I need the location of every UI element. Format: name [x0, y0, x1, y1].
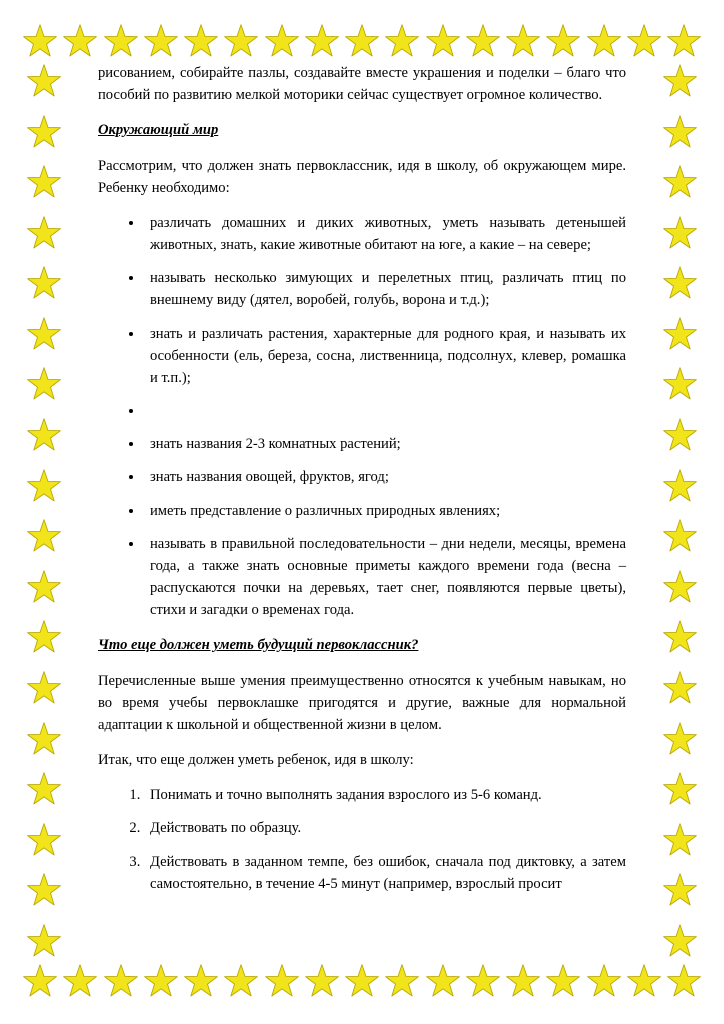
star-icon	[143, 964, 179, 1000]
star-icon	[505, 964, 541, 1000]
star-icon	[662, 115, 698, 151]
world-bullet-list	[98, 212, 626, 622]
star-icon	[384, 24, 420, 60]
star-icon	[183, 964, 219, 1000]
star-icon	[103, 24, 139, 60]
list-item: 3. Действовать в заданном темпе, без ошибок, сначала под диктовку, а затем самостоятельно, в течение 4-5 минут (например, взрослый просит	[144, 851, 626, 895]
star-icon	[425, 964, 461, 1000]
star-icon	[662, 671, 698, 707]
star-icon	[662, 418, 698, 454]
list-item: • называть в правильной последовательности – дни недели, месяцы, времена года, а также знать основные приметы каждого времени года (весна – распускаются почки на деревьях, тает снег, появляются первые цветы), стихи и загадки о временах года.	[144, 533, 626, 622]
star-icon	[26, 570, 62, 606]
list-item: • знать названия 2-3 комнатных растений;	[144, 433, 626, 455]
section-heading-skills: Что еще должен уметь будущий первоклассник?	[98, 637, 419, 654]
star-icon	[143, 24, 179, 60]
list-item: 2. Действовать по образцу.	[144, 817, 626, 839]
star-icon	[304, 964, 340, 1000]
decorative-star-border-left	[22, 64, 66, 960]
star-icon	[304, 24, 340, 60]
star-icon	[103, 964, 139, 1000]
list-item: • называть несколько зимующих и перелетных птиц, различать птиц по внешнему виду (дятел, воробей, голубь, ворона и т.д.);	[144, 267, 626, 311]
decorative-star-border-top	[22, 20, 702, 64]
star-icon	[344, 964, 380, 1000]
star-icon	[586, 964, 622, 1000]
list-item: • иметь представление о различных природных явлениях;	[144, 500, 626, 522]
star-icon	[662, 469, 698, 505]
star-icon	[545, 964, 581, 1000]
list-item: • различать домашних и диких животных, уметь называть детенышей животных, знать, какие животные обитают на юге, а какие – на севере;	[144, 212, 626, 256]
list-item: • знать и различать растения, характерные для родного края, и называть их особенности (ель, береза, сосна, лиственница, подсолнух, клевер, ромашка и т.п.);	[144, 323, 626, 390]
star-icon	[223, 24, 259, 60]
star-icon	[505, 24, 541, 60]
star-icon	[26, 266, 62, 302]
star-icon	[22, 964, 58, 1000]
star-icon	[26, 924, 62, 960]
decorative-star-border-bottom	[22, 960, 702, 1004]
star-icon	[666, 24, 702, 60]
star-icon	[666, 964, 702, 1000]
star-icon	[662, 216, 698, 252]
star-icon	[586, 24, 622, 60]
world-intro-paragraph: Рассмотрим, что должен знать первоклассник, идя в школу, об окружающем мире. Ребенку необходимо:	[98, 157, 626, 196]
star-icon	[662, 266, 698, 302]
star-icon	[264, 24, 300, 60]
star-icon	[344, 24, 380, 60]
star-icon	[662, 367, 698, 403]
star-icon	[662, 165, 698, 201]
star-icon	[26, 317, 62, 353]
star-icon	[662, 924, 698, 960]
star-icon	[26, 165, 62, 201]
star-icon	[22, 24, 58, 60]
skills-lead-paragraph: Итак, что еще должен уметь ребенок, идя в школу:	[98, 752, 414, 769]
star-icon	[662, 64, 698, 100]
star-icon	[223, 964, 259, 1000]
star-icon	[26, 873, 62, 909]
star-icon	[26, 620, 62, 656]
star-icon	[264, 964, 300, 1000]
intro-paragraph: рисованием, собирайте пазлы, создавайте вместе украшения и поделки – благо что пособий по развитию мелкой моторики сейчас существует огромное количество.	[98, 65, 626, 104]
star-icon	[465, 24, 501, 60]
document-body	[98, 62, 626, 952]
star-icon	[62, 24, 98, 60]
star-icon	[26, 772, 62, 808]
star-icon	[26, 64, 62, 100]
section-heading-world: Окружающий мир	[98, 122, 219, 139]
star-icon	[26, 671, 62, 707]
star-icon	[26, 216, 62, 252]
star-icon	[384, 964, 420, 1000]
list-item: • знать названия овощей, фруктов, ягод;	[144, 466, 626, 488]
star-icon	[26, 722, 62, 758]
star-icon	[662, 823, 698, 859]
star-icon	[26, 115, 62, 151]
skills-intro-paragraph: Перечисленные выше умения преимущественно относятся к учебным навыкам, но во время учебы первоклашке пригодятся и другие, важные для нормальной адаптации к школьной и общественной жизни в целом.	[98, 672, 626, 733]
star-icon	[626, 24, 662, 60]
star-icon	[26, 469, 62, 505]
star-icon	[662, 317, 698, 353]
star-icon	[662, 570, 698, 606]
star-icon	[183, 24, 219, 60]
star-icon	[425, 24, 461, 60]
star-icon	[662, 873, 698, 909]
skills-numbered-list	[98, 784, 626, 895]
decorative-star-border-right	[658, 64, 702, 960]
star-icon	[26, 418, 62, 454]
star-icon	[26, 367, 62, 403]
star-icon	[662, 519, 698, 555]
star-icon	[662, 772, 698, 808]
star-icon	[465, 964, 501, 1000]
star-icon	[662, 722, 698, 758]
list-item: 1. Понимать и точно выполнять задания взрослого из 5-6 команд.	[144, 784, 626, 806]
star-icon	[26, 823, 62, 859]
star-icon	[626, 964, 662, 1000]
list-item	[144, 400, 626, 422]
star-icon	[545, 24, 581, 60]
star-icon	[62, 964, 98, 1000]
star-icon	[26, 519, 62, 555]
star-icon	[662, 620, 698, 656]
